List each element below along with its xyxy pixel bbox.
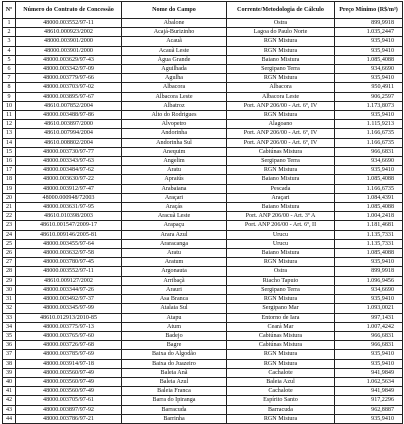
field-name: Albacora <box>122 83 227 92</box>
minimum-price: 966,6831 <box>335 341 403 350</box>
calculation-method: Baiano Mistura <box>227 249 335 258</box>
minimum-price: 935,9410 <box>335 350 403 359</box>
minimum-price-table <box>2 1 403 424</box>
table-row <box>3 285 403 294</box>
table-row <box>3 405 403 414</box>
minimum-price: 934,6690 <box>335 285 403 294</box>
calculation-method: RGN Mistura <box>227 295 335 304</box>
row-number: 36 <box>3 341 16 350</box>
contract-number: 48610.001547/2009-17 <box>16 221 122 230</box>
calculation-method: Cabiúnas Mistura <box>227 147 335 156</box>
field-name: Angelim <box>122 157 227 166</box>
minimum-price: 941,9849 <box>335 368 403 377</box>
field-name: Alto do Rodrigues <box>122 111 227 120</box>
field-name: Albacora Leste <box>122 92 227 101</box>
minimum-price: 1.093,0021 <box>335 304 403 313</box>
calculation-method: Port. ANP 206/00 - Art. 6º, II <box>227 221 335 230</box>
contract-number: 48000.003775/97-13 <box>16 322 122 331</box>
field-name: Badejo <box>122 331 227 340</box>
minimum-price: 966,6831 <box>335 331 403 340</box>
minimum-price: 1.166,6735 <box>335 138 403 147</box>
minimum-price: 935,9410 <box>335 359 403 368</box>
calculation-method: Port. ANP 206/00 - Art. 3º A <box>227 212 335 221</box>
field-name: Arabaiana <box>122 184 227 193</box>
calculation-method: Baiano Mistura <box>227 55 335 64</box>
contract-number: 48000.003560/97-49 <box>16 377 122 386</box>
row-number: 18 <box>3 175 16 184</box>
minimum-price: 1.007,4242 <box>335 322 403 331</box>
field-name: Anequim <box>122 147 227 156</box>
contract-number: 48000.003552/97-11 <box>16 19 122 28</box>
field-name: Barracuda <box>122 405 227 414</box>
minimum-price: 1.085,4088 <box>335 249 403 258</box>
contract-number: 48000.003705/97-61 <box>16 396 122 405</box>
field-name: Aratu <box>122 166 227 175</box>
calculation-method: Cabiúnas Mistura <box>227 331 335 340</box>
minimum-price: 906,2597 <box>335 92 403 101</box>
calculation-method: Cachalote <box>227 387 335 396</box>
row-number: 17 <box>3 166 16 175</box>
contract-number: 48000.003780/97-45 <box>16 258 122 267</box>
row-number: 44 <box>3 414 16 423</box>
header-number: Nº <box>3 2 16 19</box>
field-name: Acauã Leste <box>122 46 227 55</box>
minimum-price: 935,9410 <box>335 166 403 175</box>
minimum-price: 1.085,4088 <box>335 175 403 184</box>
row-number: 3 <box>3 37 16 46</box>
calculation-method: Espírito Santo <box>227 396 335 405</box>
row-number: 4 <box>3 46 16 55</box>
row-number: 25 <box>3 239 16 248</box>
contract-number: 48000.003901/2000 <box>16 37 122 46</box>
table-row <box>3 230 403 239</box>
calculation-method: RGN Mistura <box>227 258 335 267</box>
minimum-price: 997,1431 <box>335 313 403 322</box>
calculation-method: Baiano Mistura <box>227 203 335 212</box>
minimum-price: 935,9410 <box>335 111 403 120</box>
calculation-method: Ostra <box>227 267 335 276</box>
row-number: 22 <box>3 212 16 221</box>
field-name: Aratu <box>122 249 227 258</box>
header-contract-number: Número do Contrato de Concessão <box>16 2 122 19</box>
row-number: 39 <box>3 368 16 377</box>
field-name: Arauri <box>122 285 227 294</box>
field-name: Araracanga <box>122 239 227 248</box>
calculation-method: Urucu <box>227 239 335 248</box>
row-number: 13 <box>3 129 16 138</box>
table-row <box>3 368 403 377</box>
contract-number: 48000.003630/97-22 <box>16 175 122 184</box>
contract-number: 48000.003492/97-37 <box>16 295 122 304</box>
minimum-price: 899,9918 <box>335 19 403 28</box>
row-number: 43 <box>3 405 16 414</box>
field-name: Acauã <box>122 37 227 46</box>
minimum-price: 1.096,9456 <box>335 276 403 285</box>
table-row <box>3 377 403 386</box>
header-calculation-method: Corrente/Metodologia de Cálculo <box>227 2 335 19</box>
table-row <box>3 249 403 258</box>
field-name: Acajá-Burizinho <box>122 28 227 37</box>
calculation-method: Sergipano Terra <box>227 157 335 166</box>
field-name: Barrinha <box>122 414 227 423</box>
field-name: Araçás <box>122 203 227 212</box>
minimum-price: 1.085,4088 <box>335 203 403 212</box>
row-number: 16 <box>3 157 16 166</box>
table-row <box>3 313 403 322</box>
row-number: 14 <box>3 138 16 147</box>
contract-number: 48000.003730/97-77 <box>16 147 122 156</box>
row-number: 31 <box>3 295 16 304</box>
field-name: Baleia Anã <box>122 368 227 377</box>
minimum-price: 1.135,7331 <box>335 230 403 239</box>
contract-number: 48000.003344/97-26 <box>16 285 122 294</box>
contract-number: 48000.003897/97-92 <box>16 405 122 414</box>
field-name: Argonauta <box>122 267 227 276</box>
table-row <box>3 101 403 110</box>
row-number: 37 <box>3 350 16 359</box>
field-name: Albatroz <box>122 101 227 110</box>
calculation-method: RGN Mistura <box>227 74 335 83</box>
table-row <box>3 267 403 276</box>
table-row <box>3 37 403 46</box>
row-number: 40 <box>3 377 16 386</box>
table-row <box>3 92 403 101</box>
table-row <box>3 295 403 304</box>
table-row <box>3 221 403 230</box>
row-number: 26 <box>3 249 16 258</box>
row-number: 41 <box>3 387 16 396</box>
table-row <box>3 19 403 28</box>
table-body <box>3 19 403 424</box>
calculation-method: RGN Mistura <box>227 359 335 368</box>
calculation-method: Pescada <box>227 184 335 193</box>
calculation-method: Sergipano Terra <box>227 285 335 294</box>
table-row <box>3 212 403 221</box>
field-name: Andorinha <box>122 129 227 138</box>
contract-number: 48000.003560/97-49 <box>16 368 122 377</box>
contract-number: 48000.000948/72003 <box>16 193 122 202</box>
header-row <box>3 2 403 19</box>
field-name: Arapaçu <box>122 221 227 230</box>
contract-number: 48000.003901/2000 <box>16 46 122 55</box>
table-row <box>3 304 403 313</box>
table-row <box>3 203 403 212</box>
minimum-price: 899,9918 <box>335 267 403 276</box>
row-number: 29 <box>3 276 16 285</box>
header-minimum-price: Preço Mínimo (R$/m³) <box>335 2 403 19</box>
table-row <box>3 166 403 175</box>
field-name: Arara Azul <box>122 230 227 239</box>
minimum-price: 1.166,6735 <box>335 184 403 193</box>
table-row <box>3 331 403 340</box>
row-number: 30 <box>3 285 16 294</box>
table-row <box>3 120 403 129</box>
minimum-price: 935,9410 <box>335 295 403 304</box>
contract-number: 48000.003632/97-58 <box>16 249 122 258</box>
calculation-method: Ostra <box>227 19 335 28</box>
field-name: Baixa do Algodão <box>122 350 227 359</box>
field-name: Água Grande <box>122 55 227 64</box>
field-name: Baleia Franca <box>122 387 227 396</box>
contract-number: 48000.003895/97-67 <box>16 92 122 101</box>
row-number: 19 <box>3 184 16 193</box>
minimum-price: 1.181,4681 <box>335 221 403 230</box>
field-name: Barra do Ipiranga <box>122 396 227 405</box>
calculation-method: Cachalote <box>227 368 335 377</box>
minimum-price: 1.004,2418 <box>335 212 403 221</box>
row-number: 1 <box>3 19 16 28</box>
contract-number: 48000.003631/97-95 <box>16 203 122 212</box>
contract-number: 48000.003765/97-60 <box>16 331 122 340</box>
price-table-page <box>2 1 402 424</box>
calculation-method: Port. ANP 206/00 - Art. 6º, IV <box>227 101 335 110</box>
minimum-price: 966,6831 <box>335 147 403 156</box>
minimum-price: 1.035,2447 <box>335 28 403 37</box>
contract-number: 48000.003914/97-18 <box>16 359 122 368</box>
row-number: 5 <box>3 55 16 64</box>
row-number: 27 <box>3 258 16 267</box>
table-row <box>3 322 403 331</box>
minimum-price: 934,6690 <box>335 65 403 74</box>
field-name: Abalone <box>122 19 227 28</box>
calculation-method: RGN Mistura <box>227 414 335 423</box>
row-number: 10 <box>3 101 16 110</box>
table-row <box>3 175 403 184</box>
field-name: Andorinha Sul <box>122 138 227 147</box>
calculation-method: Baleia Azul <box>227 377 335 386</box>
table-row <box>3 129 403 138</box>
contract-number: 48000.003779/97-66 <box>16 74 122 83</box>
table-row <box>3 138 403 147</box>
field-name: Apraiús <box>122 175 227 184</box>
contract-number: 48000.003484/97-62 <box>16 166 122 175</box>
table-header <box>3 2 403 19</box>
row-number: 35 <box>3 331 16 340</box>
field-name: Agulha <box>122 74 227 83</box>
contract-number: 48000.003455/97-64 <box>16 239 122 248</box>
contract-number: 48610.000923/2002 <box>16 28 122 37</box>
calculation-method: RGN Mistura <box>227 37 335 46</box>
table-row <box>3 396 403 405</box>
field-name: Atapu <box>122 313 227 322</box>
field-name: Baleia Azul <box>122 377 227 386</box>
row-number: 11 <box>3 111 16 120</box>
table-row <box>3 359 403 368</box>
table-row <box>3 350 403 359</box>
field-name: Araçari <box>122 193 227 202</box>
calculation-method: Sergipano Terra <box>227 65 335 74</box>
row-number: 33 <box>3 313 16 322</box>
calculation-method: Ceará Mar <box>227 322 335 331</box>
table-row <box>3 74 403 83</box>
minimum-price: 1.115,9213 <box>335 120 403 129</box>
field-name: Aracuã Leste <box>122 212 227 221</box>
table-row <box>3 111 403 120</box>
contract-number: 48000.003552/97-11 <box>16 267 122 276</box>
table-row <box>3 258 403 267</box>
minimum-price: 934,6690 <box>335 157 403 166</box>
minimum-price: 935,9410 <box>335 74 403 83</box>
row-number: 23 <box>3 221 16 230</box>
row-number: 9 <box>3 92 16 101</box>
minimum-price: 950,4911 <box>335 83 403 92</box>
contract-number: 48000.003345/97-99 <box>16 304 122 313</box>
table-row <box>3 65 403 74</box>
table-row <box>3 147 403 156</box>
table-row <box>3 157 403 166</box>
field-name: Baixa do Juazeiro <box>122 359 227 368</box>
contract-number: 48000.003785/97-69 <box>16 350 122 359</box>
table-row <box>3 83 403 92</box>
contract-number: 48610.003897/2000 <box>16 120 122 129</box>
calculation-method: RGN Mistura <box>227 46 335 55</box>
calculation-method: Port. ANP 206/00 - Art. 6º, IV <box>227 138 335 147</box>
table-row <box>3 239 403 248</box>
header-field-name: Nome do Campo <box>122 2 227 19</box>
calculation-method: Entorno de Iara <box>227 313 335 322</box>
calculation-method: Baiano Mistura <box>227 175 335 184</box>
row-number: 32 <box>3 304 16 313</box>
calculation-method: RGN Mistura <box>227 111 335 120</box>
contract-number: 48610.010398/2003 <box>16 212 122 221</box>
row-number: 34 <box>3 322 16 331</box>
minimum-price: 1.166,6735 <box>335 129 403 138</box>
calculation-method: Urucu <box>227 230 335 239</box>
row-number: 15 <box>3 147 16 156</box>
row-number: 42 <box>3 396 16 405</box>
calculation-method: RGN Mistura <box>227 350 335 359</box>
minimum-price: 1.135,7331 <box>335 239 403 248</box>
minimum-price: 917,2296 <box>335 396 403 405</box>
minimum-price: 1.173,8073 <box>335 101 403 110</box>
minimum-price: 962,8887 <box>335 405 403 414</box>
contract-number: 48610.009127/2002 <box>16 276 122 285</box>
contract-number: 48610.007852/2004 <box>16 101 122 110</box>
row-number: 7 <box>3 74 16 83</box>
minimum-price: 1.084,4391 <box>335 193 403 202</box>
field-name: Atum <box>122 322 227 331</box>
field-name: Aratum <box>122 258 227 267</box>
row-number: 38 <box>3 359 16 368</box>
contract-number: 48000.003629/97-43 <box>16 55 122 64</box>
contract-number: 48000.003786/97-21 <box>16 414 122 423</box>
field-name: Atalaia Sul <box>122 304 227 313</box>
calculation-method: Albacora Leste <box>227 92 335 101</box>
table-row <box>3 387 403 396</box>
calculation-method: Barracuda <box>227 405 335 414</box>
contract-number: 48000.003343/97-63 <box>16 157 122 166</box>
contract-number: 48000.003488/97-86 <box>16 111 122 120</box>
table-row <box>3 46 403 55</box>
contract-number: 48610.012913/2010-85 <box>16 313 122 322</box>
contract-number: 48000.003342/97-09 <box>16 65 122 74</box>
minimum-price: 1.085,4088 <box>335 55 403 64</box>
calculation-method: Albacora <box>227 83 335 92</box>
table-row <box>3 193 403 202</box>
minimum-price: 935,9410 <box>335 46 403 55</box>
row-number: 28 <box>3 267 16 276</box>
calculation-method: RGN Mistura <box>227 166 335 175</box>
row-number: 24 <box>3 230 16 239</box>
minimum-price: 935,9410 <box>335 414 403 423</box>
contract-number: 48000.003726/97-68 <box>16 341 122 350</box>
contract-number: 48610.007994/2004 <box>16 129 122 138</box>
table-row <box>3 28 403 37</box>
contract-number: 48000.003703/97-02 <box>16 83 122 92</box>
field-name: Asa Branca <box>122 295 227 304</box>
calculation-method: Sergipano Mar <box>227 304 335 313</box>
contract-number: 48000.003560/97-49 <box>16 387 122 396</box>
minimum-price: 935,9410 <box>335 258 403 267</box>
row-number: 2 <box>3 28 16 37</box>
minimum-price: 1.062,5634 <box>335 377 403 386</box>
calculation-method: Riacho Tapuio <box>227 276 335 285</box>
row-number: 8 <box>3 83 16 92</box>
calculation-method: Lagoa do Paulo Norte <box>227 28 335 37</box>
field-name: Arribaçã <box>122 276 227 285</box>
minimum-price: 935,9410 <box>335 37 403 46</box>
calculation-method: Cabiúnas Mistura <box>227 341 335 350</box>
contract-number: 48610.008802/2004 <box>16 138 122 147</box>
row-number: 6 <box>3 65 16 74</box>
row-number: 20 <box>3 193 16 202</box>
table-row <box>3 341 403 350</box>
row-number: 21 <box>3 203 16 212</box>
contract-number: 48610.009146/2005-81 <box>16 230 122 239</box>
table-row <box>3 55 403 64</box>
table-row <box>3 276 403 285</box>
field-name: Bagre <box>122 341 227 350</box>
table-row <box>3 414 403 423</box>
table-row <box>3 184 403 193</box>
contract-number: 48000.003912/97-47 <box>16 184 122 193</box>
calculation-method: Araçari <box>227 193 335 202</box>
minimum-price: 941,9849 <box>335 387 403 396</box>
calculation-method: Alagoano <box>227 120 335 129</box>
calculation-method: Port. ANP 206/00 - Art. 6º, IV <box>227 129 335 138</box>
field-name: Aguilhada <box>122 65 227 74</box>
row-number: 12 <box>3 120 16 129</box>
field-name: Alvopetro <box>122 120 227 129</box>
